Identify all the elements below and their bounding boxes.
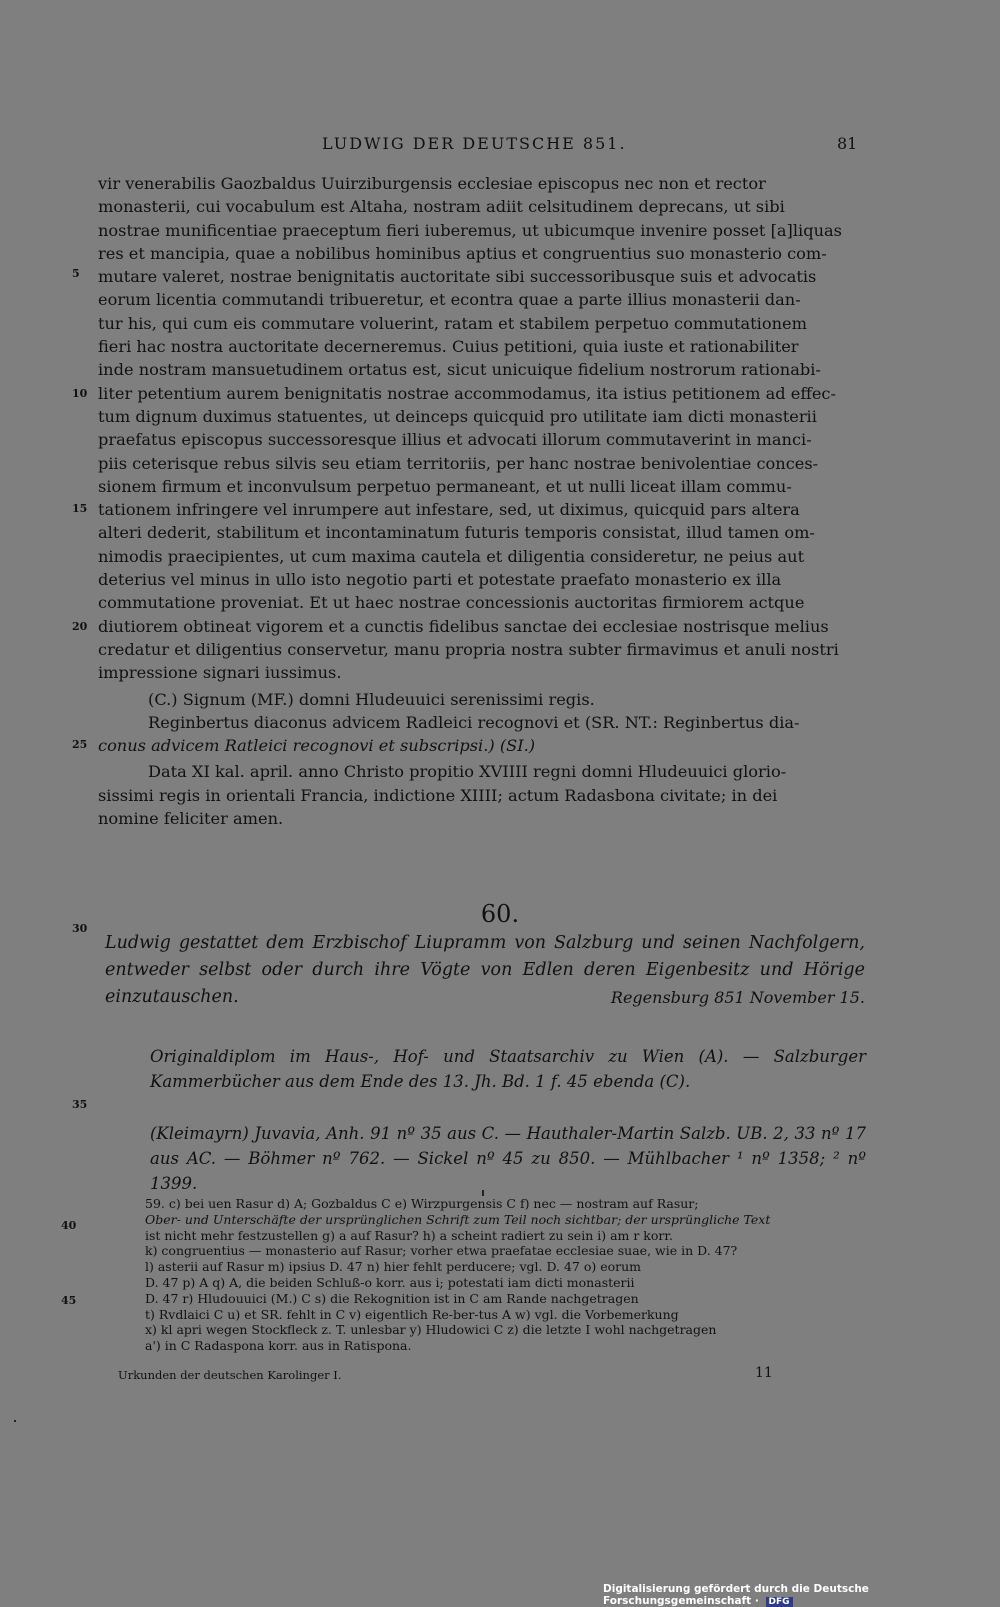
footer-signature-mark: 11 bbox=[755, 1365, 773, 1381]
charter-line: praefatus episcopus successoresque illius et advocati illorum commutaverint in manci- bbox=[98, 430, 812, 450]
line-number: 45 bbox=[61, 1294, 77, 1307]
line-number: 40 bbox=[61, 1219, 77, 1232]
charter-line: sionem firmum et inconvulsum perpetuo permaneant, et ut nulli liceat illam commu- bbox=[98, 476, 792, 496]
charter-line: impressione signari iussimus. bbox=[98, 663, 342, 683]
regest bbox=[105, 930, 865, 1011]
dfg-logo: DFG bbox=[766, 1597, 793, 1607]
line-number: 20 bbox=[72, 620, 88, 633]
charter-line: credatur et diligentius conservetur, manu propria nostra subter firmavimus et anuli nostri bbox=[98, 639, 839, 659]
line-number: 35 bbox=[72, 1098, 88, 1111]
line-number: 5 bbox=[72, 267, 80, 280]
editions-note: (Kleimayrn) Juvavia, Anh. 91 nº 35 aus C. — Hauthaler-Martin Salzb. UB. 2, 33 nº 17 aus AC. — Böhmer nº 762. — Sickel nº 45 zu 850. — Mühlbacher ¹ nº 1358; ² nº 1399. bbox=[150, 1124, 866, 1193]
running-title: LUDWIG DER DEUTSCHE 851. bbox=[322, 134, 627, 153]
charter-line: alteri dederit, stabilitum et incontaminatum futuris temporis consistat, illud tamen om- bbox=[98, 523, 815, 543]
charter-text bbox=[98, 172, 864, 830]
document-number: 60. bbox=[480, 900, 520, 928]
charter-line: fieri hac nostra auctoritate decerneremus. Cuius petitioni, quia iuste et rationabiliter bbox=[98, 337, 799, 357]
dfg-notice-text: Digitalisierung gefördert durch die Deutsche Forschungsgemeinschaft · bbox=[603, 1583, 869, 1607]
critical-apparatus bbox=[145, 1196, 867, 1354]
charter-line: tationem infringere vel inrumpere aut infestare, sed, ut diximus, quicquid pars altera bbox=[98, 500, 800, 520]
tradition-note: Originaldiplom im Haus-, Hof- und Staatsarchiv zu Wien (A). — Salzburger Kammerbücher aus dem Ende des 13. Jh. Bd. 1 f. 45 ebenda (C). bbox=[150, 1047, 866, 1091]
charter-line: commutatione proveniat. Et ut haec nostrae concessionis auctoritas firmiorem actque bbox=[98, 593, 805, 613]
footer-series-title: Urkunden der deutschen Karolinger I. bbox=[118, 1368, 342, 1382]
apparatus-line: t) Rvdlaici C u) et SR. fehlt in C v) eigentlich Re-ber-tus A w) vgl. die Vorbemerkung bbox=[145, 1306, 679, 1322]
charter-line: tur his, qui cum eis commutare voluerint, ratam et stabilem perpetuo commutationem bbox=[98, 313, 807, 333]
charter-line: res et mancipia, quae a nobilibus hominibus aptius et congruentius suo monasterio com- bbox=[98, 243, 827, 263]
charter-line: nimodis praecipientes, ut cum maxima cautela et diligentia consideretur, ne peius aut bbox=[98, 546, 805, 566]
apparatus-line: Ober- und Unterschäfte der ursprünglichen Schrift zum Teil noch sichtbar; der ursprüngliche Text bbox=[145, 1211, 771, 1227]
apparatus-line: x) kl apri wegen Stockfleck z. T. unlesbar y) Hludowici C z) die letzte I wohl nachgetragen bbox=[145, 1322, 717, 1338]
signum-line: (C.) Signum (MF.) domni Hludeuuici serenissimi regis. bbox=[148, 689, 595, 709]
charter-line: mutare valeret, nostrae benignitatis auctoritate sibi successoribusque suis et advocatis bbox=[98, 267, 817, 287]
apparatus-line: 59. c) bei uen Rasur d) A; Gozbaldus C e) Wirzpurgensis C f) nec — nostram auf Rasur; bbox=[145, 1196, 699, 1211]
apparatus-line: D. 47 r) Hludouuici (M.) C s) die Rekognition ist in C am Rande nachgetragen bbox=[145, 1290, 639, 1306]
apparatus-line: k) congruentius — monasterio auf Rasur; vorher etwa praefatae ecclesiae suae, wie in D. 47? bbox=[145, 1243, 738, 1259]
line-number: 30 bbox=[72, 922, 88, 935]
line-number: 10 bbox=[72, 387, 88, 400]
charter-line: inde nostram mansuetudinem ortatus est, sicut unicuique fidelium nostrorum rationabi- bbox=[98, 360, 821, 380]
speck bbox=[14, 1420, 16, 1422]
datum-line: sissimi regis in orientali Francia, indictione XIIII; actum Radasbona civitate; in dei bbox=[98, 785, 778, 805]
datum-line: nomine feliciter amen. bbox=[98, 809, 284, 829]
charter-line: deterius vel minus in ullo isto negotio parti et potestate praefato monasterio ex illa bbox=[98, 570, 782, 590]
dfg-funding-notice bbox=[603, 1583, 1000, 1607]
regest-text: Ludwig gestattet dem Erzbischof Liupramm von Salzburg und seinen Nachfolgern, entweder selbst oder durch ihre Vögte von Edlen deren Eigenbesitz und Hörige einzutauschen. bbox=[105, 933, 865, 1007]
regest-place-date: Regensburg 851 November 15. bbox=[610, 988, 865, 1007]
apparatus-line: l) asterii auf Rasur m) ipsius D. 47 n) hier fehlt perducere; vgl. D. 47 o) eorum bbox=[145, 1259, 642, 1275]
line-number: 15 bbox=[72, 502, 88, 515]
apparatus-line: D. 47 p) A q) A, die beiden Schluß-o korr. aus i; potestati iam dicti monasterii bbox=[145, 1274, 635, 1290]
page-number: 81 bbox=[837, 134, 858, 153]
charter-line: piis ceterisque rebus silvis seu etiam territoriis, per hanc nostrae benivolentiae conces- bbox=[98, 453, 819, 473]
charter-line: tum dignum duximus statuentes, ut deinceps quicquid pro utilitate iam dicti monasterii bbox=[98, 406, 817, 426]
datum-line: Data XI kal. april. anno Christo propitio XVIIII regni domni Hludeuuici glorio- bbox=[148, 762, 787, 782]
charter-line: diutiorem obtineat vigorem et a cunctis fidelibus sanctae dei ecclesiae nostrisque melius bbox=[98, 616, 829, 636]
recognition-line: conus advicem Ratleici recognovi et subscripsi.) (SI.) bbox=[98, 736, 536, 756]
charter-line: nostrae munificentiae praeceptum fieri iuberemus, ut ubicumque invenire posset [a]liquas bbox=[98, 220, 842, 240]
charter-line: monasterii, cui vocabulum est Altaha, nostram adiit celsitudinem deprecans, ut sibi bbox=[98, 197, 785, 217]
line-number: 25 bbox=[72, 738, 88, 751]
apparatus-line: a') in C Radaspona korr. aus in Ratispona. bbox=[145, 1338, 412, 1354]
apparatus-line: ist nicht mehr festzustellen g) a auf Rasur? h) a scheint radiert zu sein i) am r korr. bbox=[145, 1227, 673, 1243]
charter-line: eorum licentia commutandi tribueretur, et econtra quae a parte illius monasterii dan- bbox=[98, 290, 801, 310]
charter-line: vir venerabilis Gaozbaldus Uuirziburgensis ecclesiae episcopus nec non et rector bbox=[98, 174, 766, 193]
recognition-line: Reginbertus diaconus advicem Radleici recognovi et (SR. NT.: Reginbertus dia- bbox=[148, 712, 800, 732]
charter-line: liter petentium aurem benignitatis nostrae accommodamus, ita istius petitionem ad effec- bbox=[98, 383, 836, 403]
